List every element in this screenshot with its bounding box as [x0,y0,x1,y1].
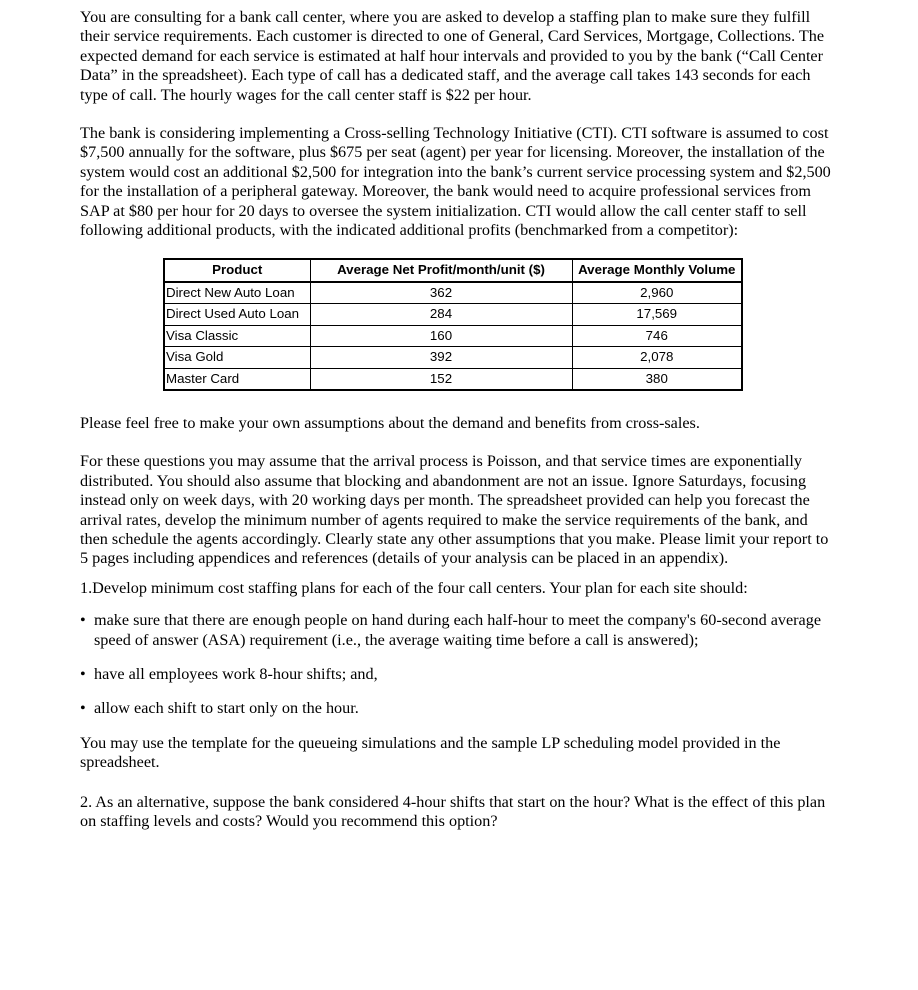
cell-product: Master Card [164,368,310,390]
header-product: Product [164,259,310,281]
list-item [80,611,832,650]
bullet-icon: • [80,699,86,718]
header-avg-monthly-volume: Average Monthly Volume [572,259,742,281]
cell-volume: 380 [572,368,742,390]
cell-volume: 2,078 [572,347,742,368]
document-page [80,8,832,831]
cti-paragraph: The bank is considering implementing a Cross-selling Technology Initiative (CTI). CTI software is assumed to cost $7,500 annually for the software, plus $675 per seat (agent) per year for licensing. Moreover, the installation of the system would cost an additional $2,500 for integration into the bank’s current service processing system and $2,500 for the installation of a peripheral gateway. Moreover, the bank would need to acquire professional services from SAP at $80 per hour for 20 days to oversee the system initialization. CTI would allow the call center staff to sell following additional products, with the indicated additional profits (benchmarked from a competitor): [80,124,831,240]
template-paragraph: You may use the template for the queueing simulations and the sample LP scheduling model provided in the spreadsheet. [80,733,781,772]
cell-product: Visa Gold [164,347,310,368]
list-item-text: make sure that there are enough people on hand during each half-hour to meet the company's 60-second average speed of answer (ASA) requirement (i.e., the average waiting time before a call is answered); [94,611,822,649]
cell-profit: 160 [310,325,572,346]
bullet-icon: • [80,664,86,683]
intro-paragraph: You are consulting for a bank call center, where you are asked to develop a staffing plan to make sure they fulfill their service requirements. Each customer is directed to one of General, Card Services, Mortgage, Collections. The expected demand for each service is estimated at half hour intervals and provided to you by the bank (“Call Center Data” in the spreadsheet). Each type of call has a dedicated staff, and the average call takes 143 seconds for each type of call. The hourly wages for the call center staff is $22 per hour. [80,8,825,104]
table-row [164,347,742,368]
queueing-paragraph: For these questions you may assume that the arrival process is Poisson, and that service times are exponentially distributed. You should also assume that blocking and abandonment are not an issue. Ignore Saturdays, focusing instead only on week days, with 20 working days per month. The spreadsheet provided can help you forecast the arrival rates, develop the minimum number of agents required to make the service requirements of the bank, and then schedule the agents accordingly. Clearly state any other assumptions that you make. Please limit your report to 5 pages including appendices and references (details of your analysis can be placed in an appendix). [80,452,829,568]
cell-volume: 746 [572,325,742,346]
product-table-wrapper [163,258,832,390]
cell-product: Visa Classic [164,325,310,346]
bullet-icon: • [80,611,86,630]
table-row [164,325,742,346]
table-header-row [164,259,742,281]
cell-profit: 152 [310,368,572,390]
table-row [164,368,742,390]
requirements-list [80,611,832,719]
cell-product: Direct New Auto Loan [164,282,310,304]
cell-profit: 284 [310,304,572,325]
list-item-text: have all employees work 8-hour shifts; and, [94,664,378,683]
cell-product: Direct Used Auto Loan [164,304,310,325]
cell-volume: 2,960 [572,282,742,304]
cell-profit: 362 [310,282,572,304]
assumptions-paragraph: Please feel free to make your own assumptions about the demand and benefits from cross-sales. [80,413,700,432]
table-row [164,282,742,304]
header-avg-net-profit: Average Net Profit/month/unit ($) [310,259,572,281]
list-item [80,699,832,718]
cell-profit: 392 [310,347,572,368]
table-row [164,304,742,325]
question-1: 1.Develop minimum cost staffing plans for each of the four call centers. Your plan for each site should: [80,578,748,597]
cell-volume: 17,569 [572,304,742,325]
product-profit-table [163,258,743,390]
list-item-text: allow each shift to start only on the hour. [94,699,359,718]
list-item [80,665,832,684]
question-2: 2. As an alternative, suppose the bank considered 4-hour shifts that start on the hour? What is the effect of this plan on staffing levels and costs? Would you recommend this option? [80,792,826,830]
